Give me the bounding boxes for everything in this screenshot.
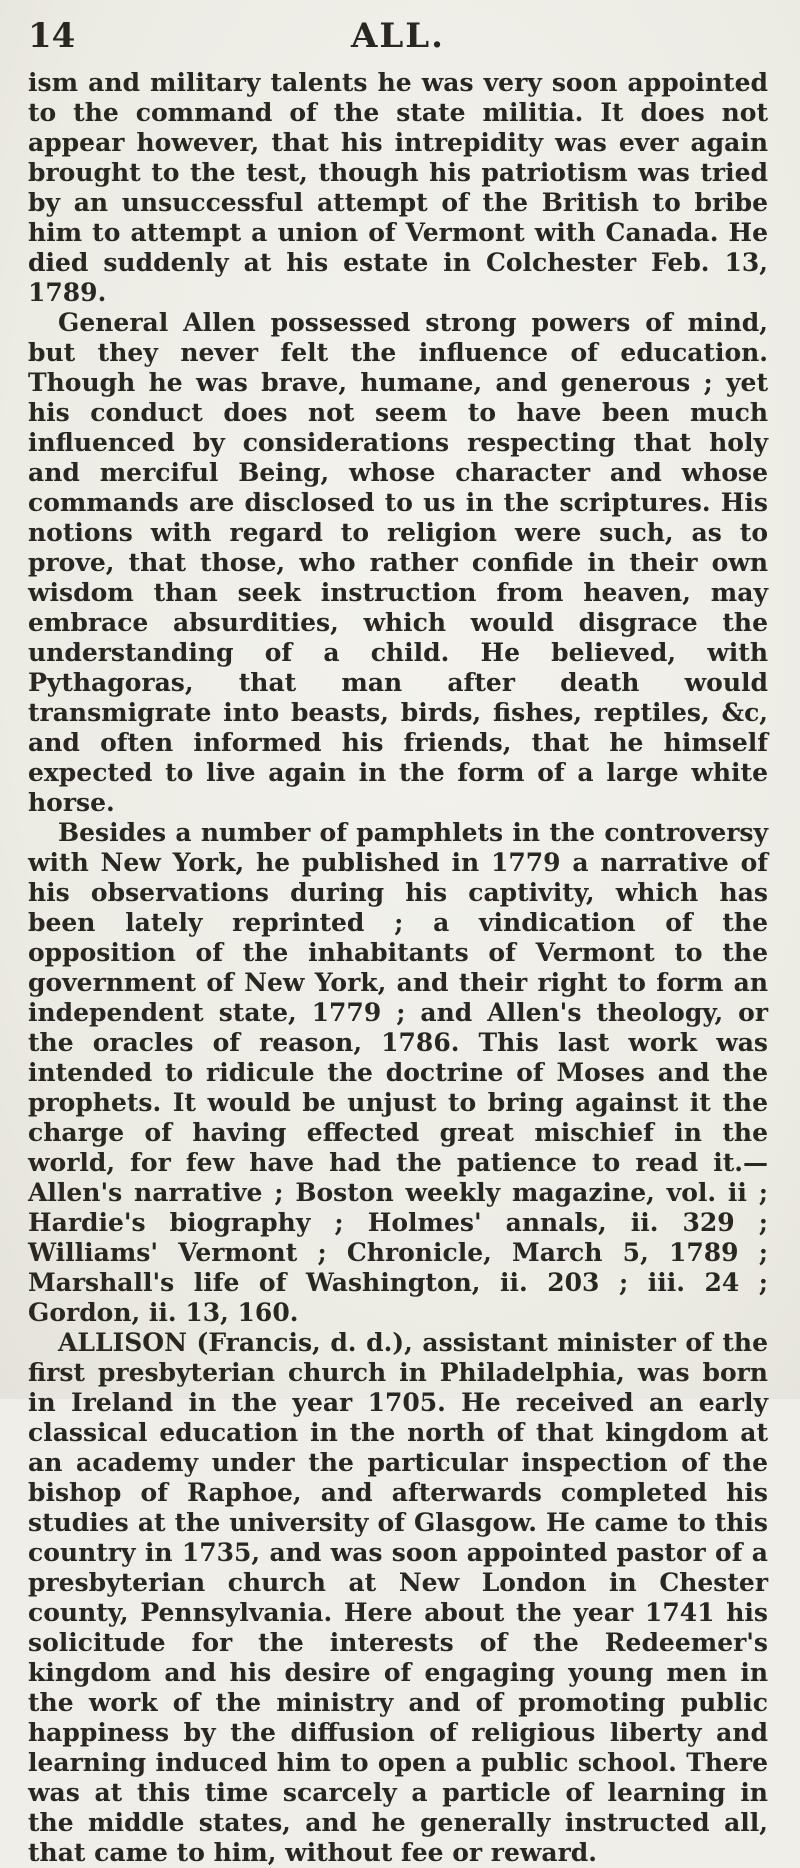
entry-headword: ALLISON (58, 1328, 187, 1357)
body-text (28, 68, 768, 1867)
paragraph-allen-character: General Allen possessed strong powers of mind, but they never felt the influence of education. Though he was brave, humane, and generous ; yet his conduct does not seem to have been much influenced by considerations respecting that holy and merciful Being, whose character and whose commands are disclosed to us in the scriptures. His notions with regard to religion were such, as to prove, that those, who rather confide in their own wisdom than seek instruction from heaven, may embrace absurdities, which would disgrace the understanding of a child. He believed, with Pythagoras, that man after death would transmigrate into beasts, birds, fishes, reptiles, &c, and often informed his friends, that he himself expected to live again in the form of a large white horse. (28, 308, 768, 817)
page-number: 14 (28, 16, 76, 56)
paragraph-allen-death: ism and military talents he was very soon appointed to the command of the state militia. It does not appear however, that his intrepidity was ever again brought to the test, though his patriotism was tried by an unsuccessful attempt of the British to bribe him to attempt a union of Vermont with Canada. He died suddenly at his estate in Colchester Feb. 13, 1789. (28, 68, 768, 307)
paragraph-allison-entry (28, 1328, 768, 1868)
paragraph-allen-works: Besides a number of pamphlets in the controversy with New York, he published in 1779 a narrative of his observations during his captivity, which has been lately reprinted ; a vindication of the opposition of the inhabitants of Vermont to the government of New York, and their right to form an independent state, 1779 ; and Allen's theology, or the oracles of reason, 1786. This last work was intended to ridicule the doctrine of Moses and the prophets. It would be unjust to bring against it the charge of having effected great mischief in the world, for few have had the patience to read it.—Allen's narrative ; Boston weekly magazine, vol. ii ; Hardie's biography ; Holmes' annals, ii. 329 ; Williams' Vermont ; Chronicle, March 5, 1789 ; Marshall's life of Washington, ii. 203 ; iii. 24 ; Gordon, ii. 13, 160. (28, 818, 768, 1327)
entry-text: (Francis, d. d.), assistant minister of the first presbyterian church in Philadelphia, was born in Ireland in the year 1705. He received an early classical education in the north of that kingdom at an academy under the particular inspection of the bishop of Raphoe, and afterwards completed his studies at the university of Glasgow. He came to this country in 1735, and was soon appointed pastor of a presbyterian church at New London in Chester county, Pennsylvania. Here about the year 1741 his solicitude for the interests of the Redeemer's kingdom and his desire of engaging young men in the work of the ministry and of promoting public happiness by the diffusion of religious liberty and learning induced him to open a public school. There was at this time scarcely a particle of learning in the middle states, and he generally instructed all, that came to him, without fee or reward. (28, 1328, 768, 1867)
running-head: ALL. (350, 16, 446, 56)
page-header (28, 8, 768, 68)
